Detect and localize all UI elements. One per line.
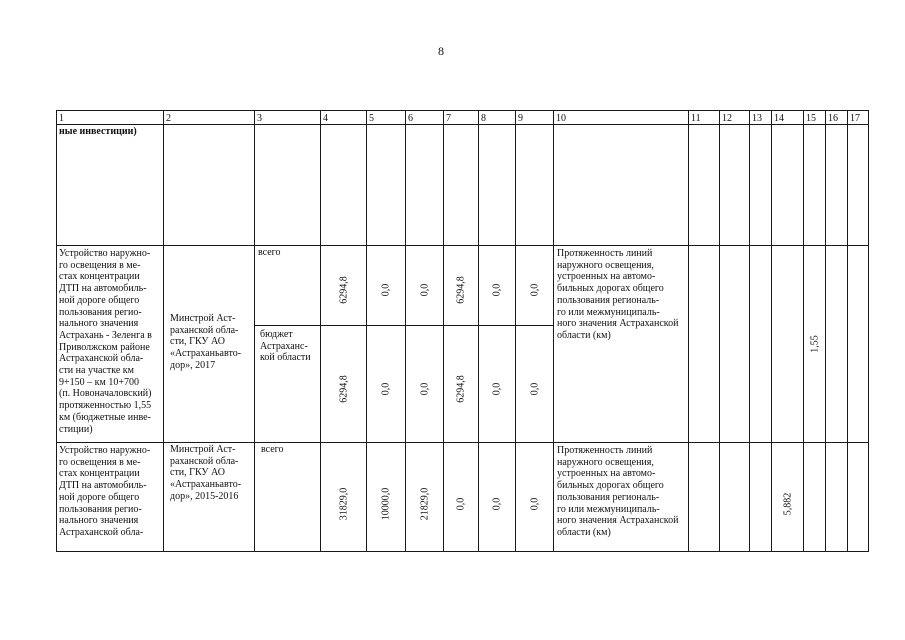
row2-executor-line: сти, ГКУ АО <box>170 467 225 479</box>
row1-name-line: стиции) <box>59 423 93 435</box>
row1-name-line: Астраханской обла- <box>59 353 144 365</box>
header-col-7: 7 <box>446 113 451 124</box>
row1-sub2-label-line: Астраханс- <box>260 340 308 352</box>
table-rule <box>803 110 804 552</box>
header-col-1: 1 <box>59 113 64 124</box>
row1-name-line: протяженностью 1,55 <box>59 400 152 412</box>
row2-indicator-line: го или межмуниципаль- <box>557 503 660 515</box>
row1-indicator-line: бильных дорогах общего <box>557 283 664 295</box>
row1-sub1-col5-value: 0,0 <box>380 283 392 297</box>
header-col-3: 3 <box>257 113 262 124</box>
row2-indicator-line: Протяженность линий <box>557 445 653 456</box>
row1-name-line: (п. Новоначаловский) <box>59 388 152 400</box>
header-col-4: 4 <box>323 113 328 124</box>
table-rule <box>847 110 848 552</box>
row1-sub1-col9-value: 0,0 <box>529 283 540 297</box>
row2-col9-value: 0,0 <box>529 497 540 510</box>
row1-indicator-line: го или межмуниципаль- <box>557 306 660 318</box>
row1-name-line: стах концентрации <box>59 271 140 283</box>
table-rule <box>254 110 255 552</box>
row1-sub1-col6-value: 0,0 <box>419 283 430 297</box>
row1-name-line: 9+150 – км 10+700 <box>59 376 139 388</box>
row1-indicator-line: области (км) <box>557 329 611 341</box>
header-col-8: 8 <box>481 113 486 124</box>
row1-executor-line: сти, ГКУ АО <box>170 336 225 348</box>
row1-name-line: пользования регио- <box>59 306 142 318</box>
row2-label-line: всего <box>261 444 284 455</box>
table-rule <box>56 245 869 246</box>
row1-name-line: ной дороге общего <box>59 294 140 306</box>
row1-name-line: сти на участке км <box>59 365 134 376</box>
row2-name-line: нального значения <box>59 515 139 527</box>
row1-executor-line: дор», 2017 <box>170 359 216 371</box>
row1-sub2-col9-value: 0,0 <box>529 382 540 395</box>
row1-sub2-col5-value: 0,0 <box>380 382 392 395</box>
row2-col14-value: 5,882 <box>782 492 793 515</box>
row1-indicator-line: ного значения Астраханской <box>557 318 679 330</box>
row2-indicator-line: бильных дорогах общего <box>557 480 664 492</box>
row1-executor-line: Минстрой Аст- <box>170 313 236 324</box>
row1-indicator-line: наружного освещения, <box>557 259 654 271</box>
row1-sub2-col8-value: 0,0 <box>491 382 503 395</box>
header-col-11: 11 <box>691 113 701 124</box>
row2-name-line: го освещения в ме- <box>59 456 141 468</box>
header-col-2: 2 <box>166 113 171 124</box>
table-rule <box>688 110 689 552</box>
row2-name-line: стах концентрации <box>59 468 140 480</box>
table-rule <box>56 442 869 443</box>
header-col-6: 6 <box>408 113 413 124</box>
row2-name-line: Устройство наружно- <box>59 445 151 456</box>
header-col-17: 17 <box>850 113 860 124</box>
row1-indicator-line: Протяженность линий <box>557 248 653 259</box>
table-rule <box>56 551 869 552</box>
row2-executor-line: дор», 2015-2016 <box>170 490 239 502</box>
table-rule <box>56 124 869 125</box>
row1-col15-value: 1,55 <box>809 334 820 353</box>
row1-sub2-label-line: кой области <box>260 352 311 364</box>
table-rule <box>254 325 554 326</box>
row1-indicator-line: устроенных на автомо- <box>557 271 656 283</box>
row2-name-line: ДТП на автомобиль- <box>59 480 147 492</box>
table-rule <box>163 110 164 552</box>
row1-name-line: Астрахань - Зеленга в <box>59 329 152 341</box>
table-rule <box>868 110 869 552</box>
row1-name-line: Приволжском районе <box>59 341 150 353</box>
row1-sub1-col8-value: 0,0 <box>491 283 503 297</box>
row2-col7-value: 0,0 <box>455 497 467 510</box>
row2-name-line: Астраханской обла- <box>59 526 144 538</box>
header-col-5: 5 <box>369 113 374 124</box>
header-col-16: 16 <box>828 113 838 124</box>
row1-name-line: нального значения <box>59 318 139 330</box>
row2-col6-value: 21829,0 <box>419 487 430 520</box>
row2-name-line: ной дороге общего <box>59 491 140 503</box>
row2-name-line: пользования регио- <box>59 503 142 515</box>
row2-col5-value: 10000,0 <box>380 487 392 520</box>
header-col-10: 10 <box>556 113 566 124</box>
table-rule <box>478 110 479 552</box>
row1-name-line: км (бюджетные инве- <box>59 411 151 423</box>
row1-name-line: Устройство наружно- <box>59 248 151 259</box>
row1-sub1-label-line: всего <box>258 247 281 258</box>
row1-sub1-col4-value: 6294,8 <box>338 276 349 304</box>
table-rule <box>825 110 826 552</box>
row1-sub2-col4-value: 6294,8 <box>338 374 349 403</box>
row1-executor-line: «Астраханьавто- <box>170 348 242 360</box>
header-col-9: 9 <box>518 113 523 124</box>
row1-sub1-col7-value: 6294,8 <box>455 276 467 304</box>
row1-name-line: ДТП на автомобиль- <box>59 283 147 295</box>
row1-sub2-label-line: бюджет <box>260 329 293 340</box>
row2-indicator-line: области (км) <box>557 526 611 538</box>
row2-executor-line: Минстрой Аст- <box>170 444 236 455</box>
table-rule <box>405 110 406 552</box>
row2-indicator-line: наружного освещения, <box>557 456 654 468</box>
table-rule <box>443 110 444 552</box>
row2-indicator-line: пользования региональ- <box>557 491 660 503</box>
row1-name-line: го освещения в ме- <box>59 259 141 271</box>
header-col-12: 12 <box>722 113 732 124</box>
table-rule <box>771 110 772 552</box>
header-col-15: 15 <box>806 113 816 124</box>
row2-col8-value: 0,0 <box>491 497 503 510</box>
page-number: 8 <box>438 44 444 58</box>
header-col-14: 14 <box>774 113 784 124</box>
table-rule <box>749 110 750 552</box>
row2-executor-line: «Астраханьавто- <box>170 479 242 491</box>
table-rule <box>553 110 554 552</box>
table-rule <box>320 110 321 552</box>
header-col-13: 13 <box>752 113 762 124</box>
table-rule <box>366 110 367 552</box>
row1-executor-line: раханской обла- <box>170 324 239 336</box>
table-rule <box>56 110 57 552</box>
table-rule <box>719 110 720 552</box>
continuation-text: ные инвестиции) <box>59 126 137 137</box>
row2-executor-line: раханской обла- <box>170 455 239 467</box>
row1-indicator-line: пользования региональ- <box>557 294 660 306</box>
row2-indicator-line: устроенных на автомо- <box>557 468 656 480</box>
table-rule <box>515 110 516 552</box>
row1-sub2-col7-value: 6294,8 <box>455 374 467 403</box>
table-rule <box>56 110 869 111</box>
row2-indicator-line: ного значения Астраханской <box>557 515 679 527</box>
row1-sub2-col6-value: 0,0 <box>419 382 430 395</box>
row2-col4-value: 31829,0 <box>338 487 349 520</box>
